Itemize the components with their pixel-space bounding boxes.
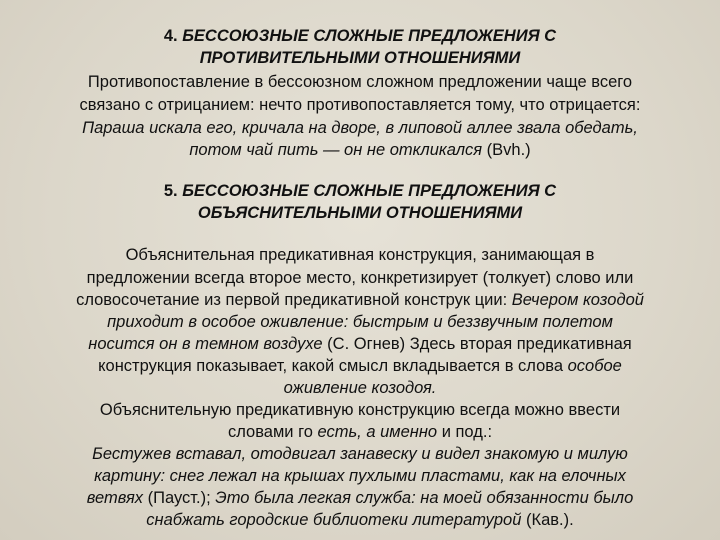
section5-example-line3 <box>0 488 720 508</box>
section5-example-line4 <box>0 510 720 530</box>
section4-text-line1: Противопоставление в бессоюзном сложном предложении чаще всего <box>87 73 633 91</box>
section5-p1-line5-plain: (С. Огнев) Здесь вторая предикативная <box>322 335 632 353</box>
section5-p1-line5 <box>0 334 720 354</box>
section5-p2-line2 <box>0 422 720 442</box>
section4-text-line2: связано с отрицанием: нечто противопоставляется тому, что отрицается: <box>79 96 641 114</box>
section4-heading-line1 <box>0 26 720 46</box>
section5-p1-line1: Объяснительная предикативная конструкция, занимающая в <box>125 246 595 264</box>
section5-p1-line6-italic: особое <box>567 357 622 375</box>
section5-heading-line2: ОБЪЯСНИТЕЛЬНЫМИ ОТНОШЕНИЯМИ <box>197 204 523 222</box>
section5-p1-line3 <box>0 290 720 310</box>
section5-example-line2 <box>0 466 720 486</box>
section5-heading-number: 5. <box>163 182 178 200</box>
section5-p1-line3-italic: Вечером козодой <box>511 291 644 309</box>
section5-p1-line6 <box>0 356 720 376</box>
section5-example-line3-italic-b: Это была легкая служба: на моей обязанности было <box>215 489 634 507</box>
section5-heading-line1 <box>0 181 720 201</box>
section5-example-line3-italic-a: ветвях <box>86 489 144 507</box>
section4-heading-line2: ПРОТИВИТЕЛЬНЫМИ ОТНОШЕНИЯМИ <box>199 49 521 67</box>
section5-p2-line2-plain-a: словами го <box>227 423 318 441</box>
section5-p1-line7-italic: оживление козодоя. <box>283 379 437 397</box>
section5-example-line1 <box>0 444 720 464</box>
section5-example-line2-italic: картину: снег лежал на крышах пухлыми пластами, как на елочных <box>94 467 626 485</box>
section4-example-line1 <box>0 118 720 138</box>
section4-heading-text: БЕССОЮЗНЫЕ СЛОЖНЫЕ ПРЕДЛОЖЕНИЯ С <box>182 27 557 45</box>
section5-example-line4-plain: (Кав.). <box>521 511 574 529</box>
section5-p1-line2: предложении всегда второе место, конкретизирует (толкует) слово или <box>86 269 634 287</box>
section4-example-line2 <box>0 140 720 160</box>
section5-p2-line1: Объяснительную предикативную конструкцию всегда можно ввести <box>99 401 621 419</box>
section5-example-line1-italic: Бестужев вставал, отодвигал занавеску и видел знакомую и милую <box>92 445 628 463</box>
section5-heading-text: БЕССОЮЗНЫЕ СЛОЖНЫЕ ПРЕДЛОЖЕНИЯ С <box>182 182 557 200</box>
section5-example-line3-plain: (Пауст.); <box>143 489 216 507</box>
section4-example-text1: Параша искала его, кричала на дворе, в липовой аллее звала обедать, <box>82 119 638 137</box>
section5-p2-line2-italic: есть, а именно <box>317 423 438 441</box>
section5-p1-line3-plain: словосочетание из первой предикативной конструк ции: <box>76 291 512 309</box>
section5-p1-line7 <box>0 378 720 398</box>
section4-example-text2: потом чай пить — он не откликался <box>189 141 483 159</box>
section5-example-line4-italic: снабжать городские библиотеки литературой <box>146 511 522 529</box>
section5-p1-line5-italic: носится он в темном воздухе <box>88 335 323 353</box>
section5-p1-line4-italic: приходит в особое оживление: быстрым и беззвучным полетом <box>107 313 613 331</box>
section4-example-source: (Bvh.) <box>482 141 531 159</box>
section4-heading-number: 4. <box>163 27 178 45</box>
section5-p1-line4 <box>0 312 720 332</box>
section5-p2-line2-plain-b: и под.: <box>437 423 493 441</box>
section5-p1-line6-plain: конструкция показывает, какой смысл вкладывается в слова <box>98 357 568 375</box>
